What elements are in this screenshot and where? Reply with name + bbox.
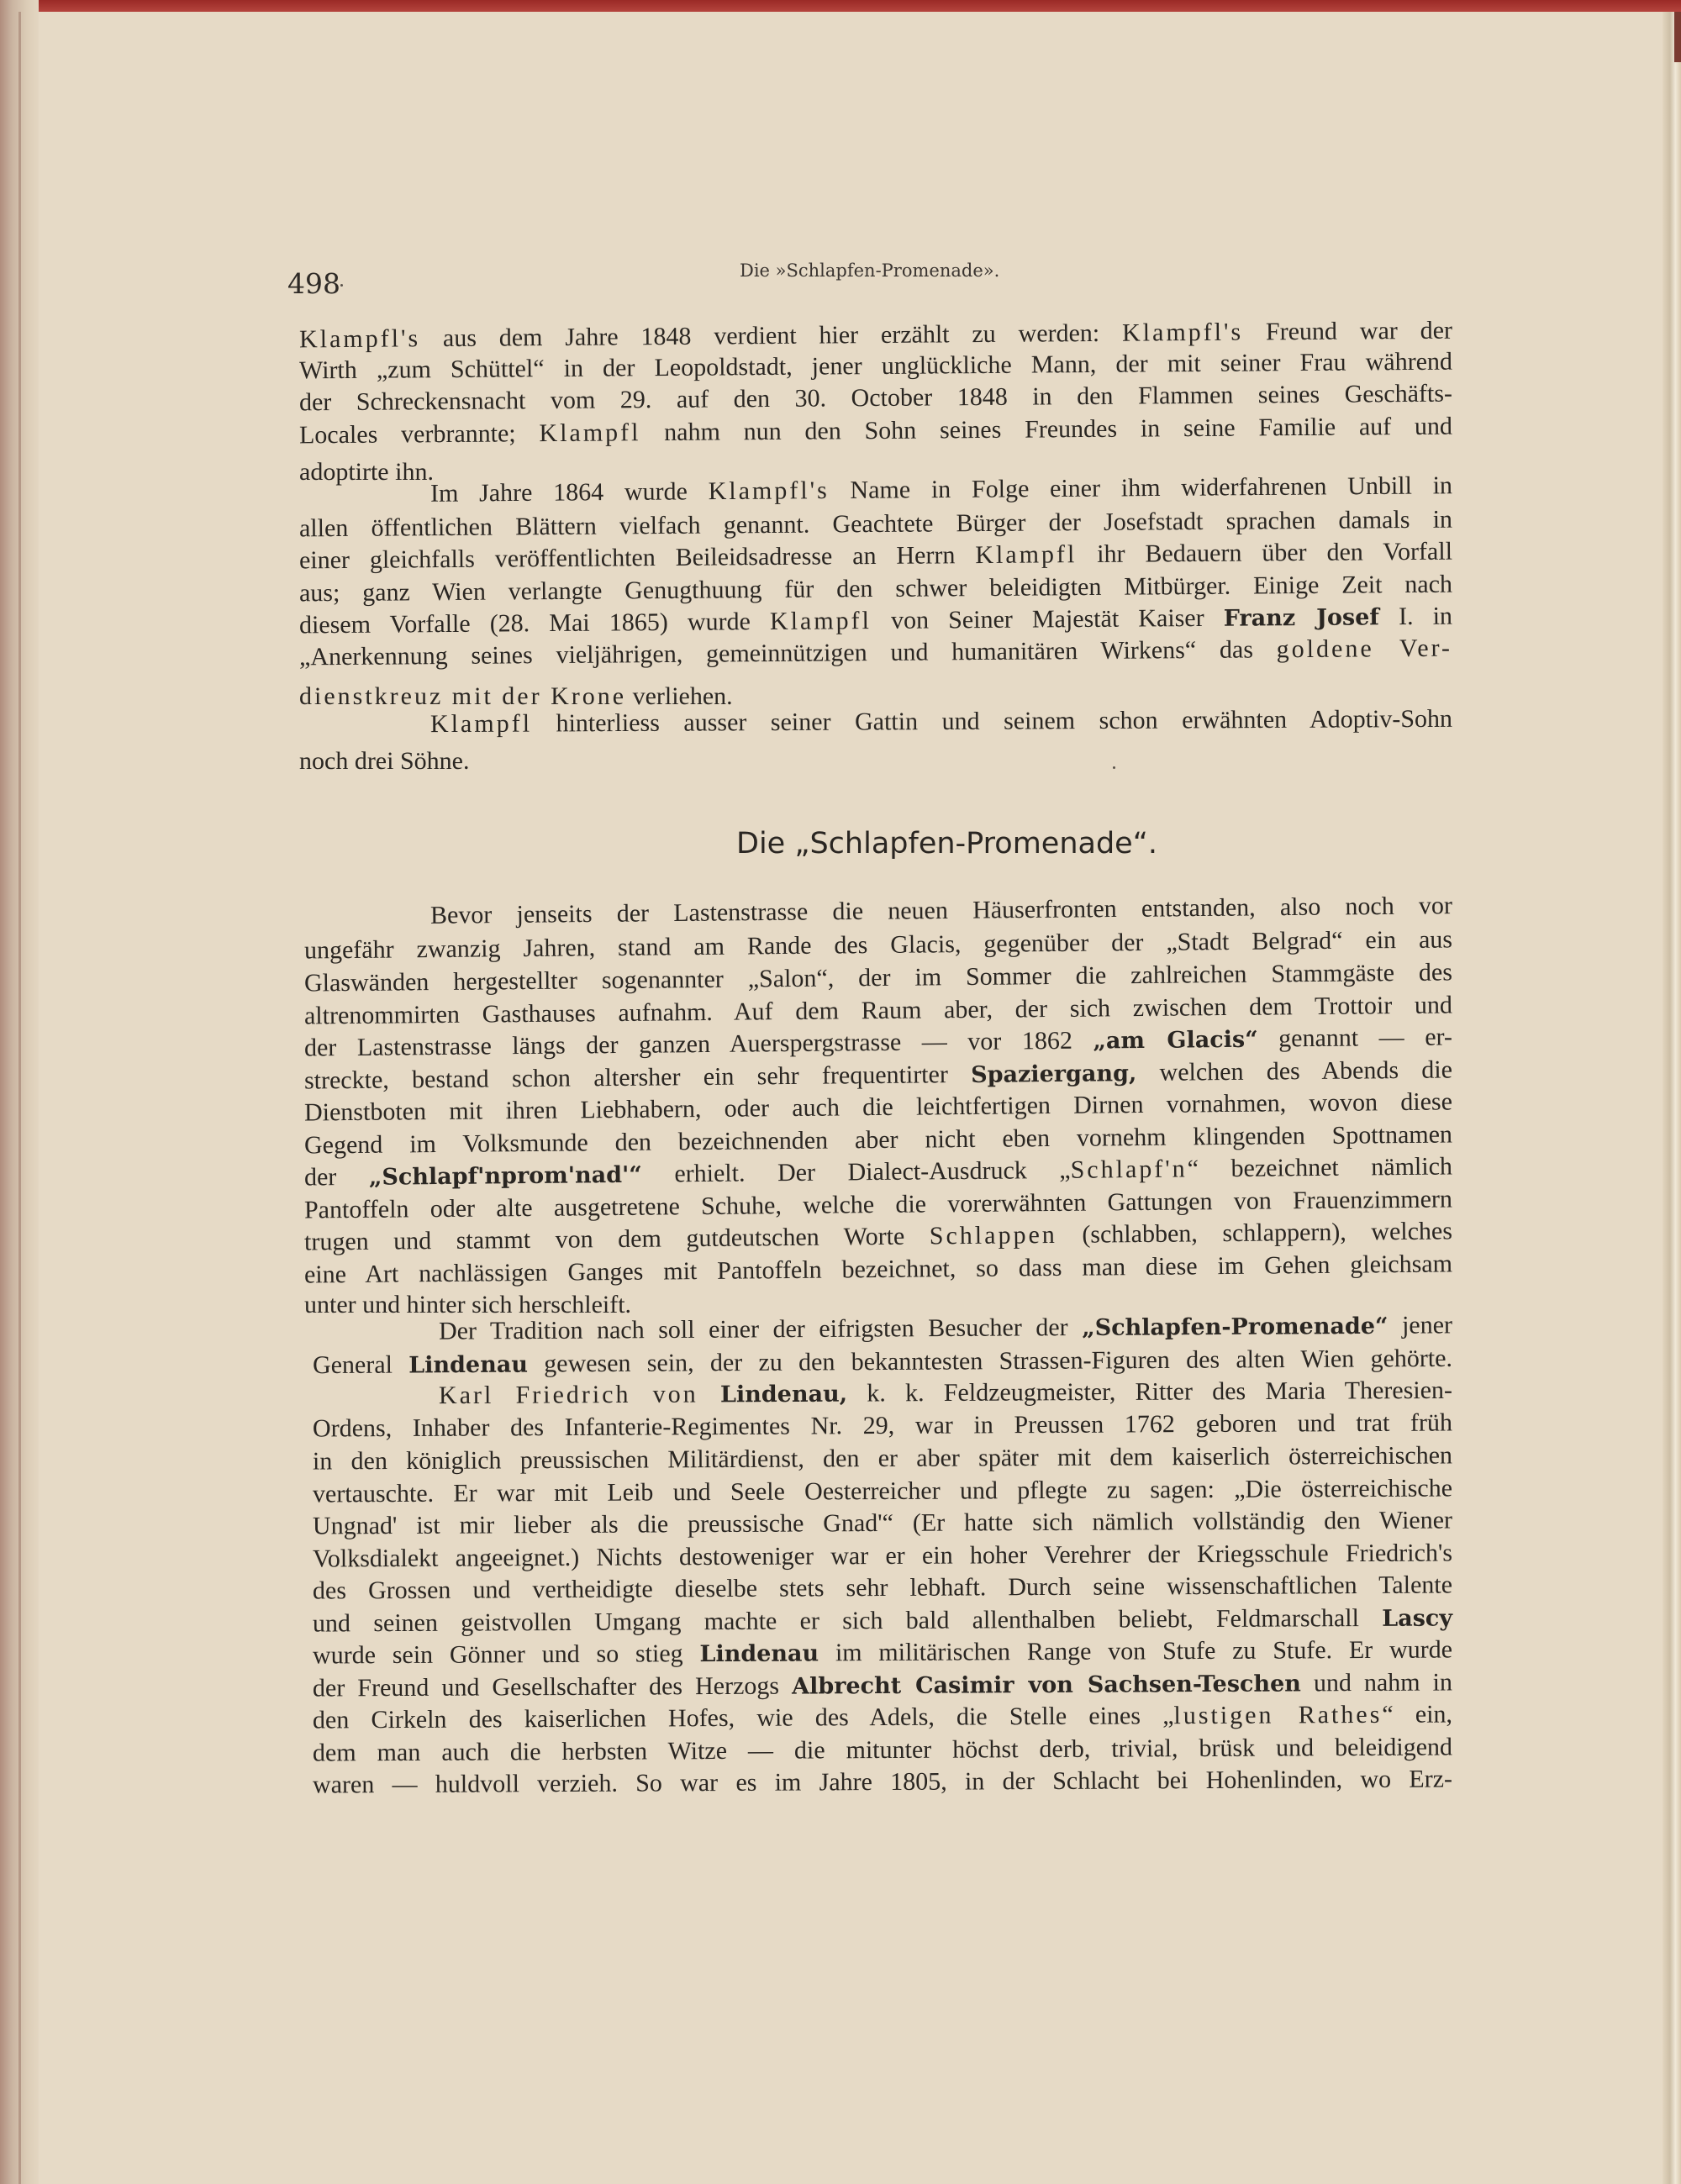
blackletter-term: „Schlapfen-Promenade“: [1082, 1313, 1389, 1342]
text-line: General Lindenau gewesen sein, der zu den bekanntesten Strassen-Figuren des alten Wien gehörte.: [312, 1344, 1453, 1380]
spaced-text: dienstkreuz mit der Krone: [299, 682, 627, 710]
text-line: Dienstboten mit ihren Liebhabern, oder auch die leichtfertigen Dirnen vornahmen, wovon diese: [303, 1087, 1453, 1127]
text-line: Gegend im Volksmunde den bezeichnenden aber nicht eben vornehm klingenden Spottnamen: [303, 1120, 1453, 1160]
text-line: eine Art nachlässigen Ganges mit Pantoffeln bezeichnet, so dass man diese im Gehen gleichsam: [303, 1250, 1453, 1289]
text-line: streckte, bestand schon altersher ein sehr frequentirter Spaziergang, welchen des Abends die: [303, 1055, 1453, 1095]
page-edge: [1663, 12, 1681, 2184]
text-line: Pantoffeln oder alte ausgetretene Schuhe, welche die vorerwähnten Gattungen von Frauenzimmern: [303, 1185, 1453, 1224]
page-number: 498: [287, 267, 340, 300]
text-line: altrenommirten Gasthauses aufnahm. Auf dem Raum aber, der sich zwischen dem Trottoir und: [303, 991, 1453, 1030]
text-line: Glaswänden hergestellter sogenannter „Salon“, der im Sommer die zahlreichen Stammgäste des: [303, 958, 1453, 997]
text-line: dem man auch die herbsten Witze — die mitunter höchst derb, trivial, brüsk und beleidigend: [312, 1733, 1453, 1767]
text-line: Ordens, Inhaber des Infanterie-Regimentes Nr. 29, war in Preussen 1762 geboren und trat früh: [312, 1408, 1453, 1443]
blackletter-term: Spaziergang,: [971, 1060, 1137, 1088]
text-line: Locales verbrannte; Klampfl nahm nun den Sohn seines Freundes in seine Familie auf und: [298, 412, 1453, 450]
spaced-name: Karl Friedrich von: [438, 1380, 721, 1410]
spaced-name: Klampfl's: [298, 324, 421, 354]
text-line: allen öffentlichen Blättern vielfach genannt. Geachtete Bürger der Josefstadt sprachen damals in: [298, 505, 1453, 543]
text-line: und seinen geistvollen Umgang machte er sich bald allenthalben beliebt, Feldmarschall Lascy: [312, 1603, 1453, 1638]
text-line: vertauschte. Er war mit Leib und Seele Oesterreicher und pflegte zu sagen: „Die österreichische: [312, 1474, 1453, 1508]
text-line: aus; ganz Wien verlangte Genugthuung für den schwer beleidigten Mitbürger. Einige Zeit nach: [298, 570, 1453, 608]
running-head: Die »Schlapfen-Promenade».: [740, 261, 1000, 281]
text-line: Im Jahre 1864 wurde Klampfl's Name in Folge einer ihm widerfahrenen Unbill in: [429, 471, 1453, 508]
spaced-term: lustigen Rathes: [1173, 1700, 1383, 1730]
text-line: Karl Friedrich von Lindenau, k. k. Feldzeugmeister, Ritter des Maria Theresien-: [438, 1376, 1453, 1410]
text-line: der Lastenstrasse längs der ganzen Auerspergstrasse — vor 1862 „am Glacis“ genannt — er-: [303, 1023, 1453, 1062]
spaced-term: Schlappen: [929, 1220, 1057, 1250]
blackletter-term: „am Glacis“: [1093, 1026, 1258, 1055]
text-line: der „Schlapf'nprom'nad'“ erhielt. Der Dialect-Ausdruck „Schlapf'n“ bezeichnet nämlich: [303, 1152, 1453, 1192]
text-line: trugen und stammt von dem gutdeutschen Worte Schlappen (schlabben, schlappern), welches: [303, 1217, 1453, 1256]
text-line: Klampfl hinterliess ausser seiner Gattin und seinem schon erwähnten Adoptiv-Sohn: [429, 704, 1453, 739]
text-line: diesem Vorfalle (28. Mai 1865) wurde Klampfl von Seiner Majestät Kaiser Franz Josef I. in: [298, 602, 1453, 639]
text-line: Bevor jenseits der Lastenstrasse die neuen Häuserfronten entstanden, also noch vor: [429, 892, 1453, 929]
text-line: der Schreckensnacht vom 29. auf den 30. October 1848 in den Flammen seines Geschäfts-: [298, 379, 1453, 417]
page-edge-mark: [1674, 12, 1681, 62]
text-line: waren — huldvoll verzieh. So war es im Jahre 1805, in der Schlacht bei Hohenlinden, wo Erz-: [312, 1765, 1453, 1799]
spaced-name: Klampfl's: [1121, 318, 1244, 347]
text-line: Wirth „zum Schüttel“ in der Leopoldstadt, jener unglückliche Mann, der mit seiner Frau während: [298, 347, 1453, 385]
spaced-name: Klampfl: [429, 709, 533, 739]
spaced-name: Klampfl: [975, 540, 1078, 570]
text-line: Der Tradition nach soll einer der eifrigsten Besucher der „Schlapfen-Promenade“ jener: [438, 1311, 1453, 1345]
text-line: in den königlich preussischen Militärdienst, den er aber später mit dem kaiserlich österreichischen: [312, 1441, 1453, 1476]
text-line: Ungnad' ist mir lieber als die preussische Gnad'“ (Er hatte sich nämlich vollständig den Wiener: [312, 1506, 1453, 1540]
blackletter-name: Albrecht Casimir von Sachsen-Teschen: [792, 1671, 1301, 1700]
text-line: des Grossen und vertheidigte dieselbe stets sehr lebhaft. Durch seine wissenschaftlichen Talente: [312, 1571, 1453, 1605]
blackletter-term: „Schlapf'nprom'nad'“: [368, 1161, 643, 1191]
text-line: „Anerkennung seines vieljährigen, gemeinnützigen und humanitären Wirkens“ das goldene Ver-: [298, 634, 1453, 671]
text-line: Klampfl's aus dem Jahre 1848 verdient hier erzählt zu werden: Klampfl's Freund war der: [298, 316, 1453, 354]
spaced-term: Schlapf'n: [1070, 1155, 1188, 1184]
blackletter-name: Lindenau: [408, 1351, 529, 1379]
spaced-name: Klampfl's: [708, 476, 830, 506]
text-line: Volksdialekt angeeignet.) Nichts destoweniger war er ein hoher Verehrer der Kriegsschule Friedrich's: [312, 1539, 1453, 1573]
blackletter-name: Lindenau: [699, 1640, 819, 1668]
text-line: der Freund und Gesellschafter des Herzogs Albrecht Casimir von Sachsen-Teschen und nahm in: [312, 1668, 1453, 1702]
text-line: unter und hinter sich herschleift.: [304, 1291, 632, 1318]
print-speck: [1113, 766, 1115, 769]
text-line: einer gleichfalls veröffentlichten Beileidsadresse an Herrn Klampfl ihr Bedauern über den Vorfall: [298, 537, 1453, 575]
gutter-crease: [18, 12, 21, 2184]
blackletter-name: Franz Josef: [1223, 604, 1380, 632]
spaced-name: Klampfl: [539, 418, 641, 448]
blackletter-name: Lindenau,: [719, 1381, 848, 1408]
text-line: dienstkreuz mit der Krone verliehen.: [299, 682, 733, 710]
text-line: den Cirkeln des kaiserlichen Hofes, wie des Adels, die Stelle eines „lustigen Rathes“ ein,: [312, 1700, 1453, 1734]
spaced-name: Klampfl: [769, 607, 872, 635]
top-cloth-band: [0, 0, 1681, 12]
section-heading: Die „Schlapfen-Promenade“.: [736, 827, 1157, 860]
print-speck: [340, 284, 343, 287]
text-line: adoptirte ihn.: [299, 458, 434, 486]
text-line: wurde sein Gönner und so stieg Lindenau im militärischen Range von Stufe zu Stufe. Er wurde: [312, 1635, 1453, 1670]
text-line: ungefähr zwanzig Jahren, stand am Rande des Glacis, gegenüber der „Stadt Belgrad“ ein aus: [303, 925, 1453, 965]
blackletter-name: Lascy: [1382, 1605, 1453, 1632]
spaced-text: goldene Ver-: [1276, 634, 1453, 664]
text-line: noch drei Söhne.: [299, 747, 470, 775]
